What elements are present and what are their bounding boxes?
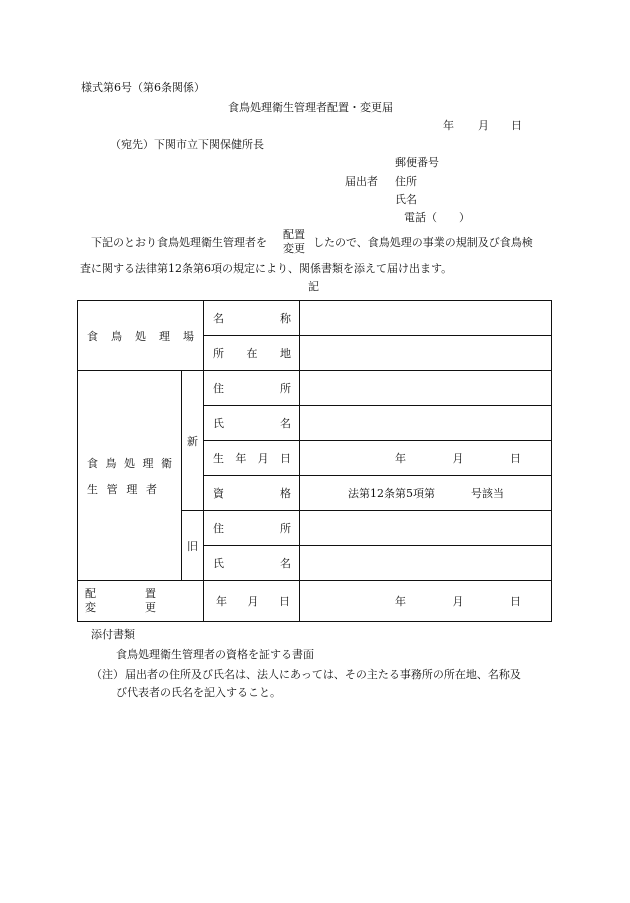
qualification-value: 法第12条第5項第 号該当	[348, 487, 504, 500]
old-address-label: 住 所	[213, 522, 291, 535]
address-label: 住所	[395, 175, 417, 188]
new-name-field[interactable]	[300, 406, 552, 441]
date-day: 日	[511, 119, 522, 132]
body-line2: 査に関する法律第12条第6項の規定により、関係書類を添えて届け出ます。	[80, 262, 453, 275]
old-name-label-cell	[204, 546, 300, 581]
change-date-label-cell	[204, 581, 300, 622]
new-label-cell	[182, 371, 204, 511]
birthdate-label-cell	[204, 441, 300, 476]
table-row	[78, 301, 552, 336]
old-label-cell	[182, 511, 204, 581]
old-label: 旧	[187, 539, 198, 553]
old-name-label: 氏 名	[213, 557, 291, 570]
form-table	[77, 300, 552, 622]
new-address-field[interactable]	[300, 371, 552, 406]
old-name-field[interactable]	[300, 546, 552, 581]
attachments-heading: 添付書類	[91, 628, 135, 641]
facility-location-label: 所 在 地	[213, 347, 291, 360]
birthdate-field[interactable]	[300, 441, 552, 476]
change-label: 配 置 変 更	[85, 587, 156, 614]
choice-bottom: 変更	[283, 242, 305, 255]
new-name-label-cell	[204, 406, 300, 441]
ki-label: 記	[308, 280, 319, 293]
facility-name-label: 名 称	[213, 312, 291, 325]
form-number: 様式第6号（第6条関係）	[81, 81, 205, 94]
new-address-label-cell	[204, 371, 300, 406]
birthdate-value: 年 月 日	[395, 452, 521, 465]
facility-location-field[interactable]	[300, 336, 552, 371]
body-line1-after: したので、食鳥処理の事業の規制及び食鳥検	[313, 236, 533, 249]
note-line2: び代表者の氏名を記入すること。	[116, 686, 281, 699]
old-address-field[interactable]	[300, 511, 552, 546]
phone-label: 電話（ ）	[404, 211, 470, 224]
note-line1: 届出者の住所及び氏名は、法人にあっては、その主たる事務所の所在地、名称及	[125, 668, 521, 681]
qualification-label: 資 格	[213, 487, 291, 500]
facility-label: 食 鳥 処 理 場	[87, 329, 194, 343]
facility-label-cell	[78, 301, 204, 371]
table-row	[78, 581, 552, 622]
change-label-cell	[78, 581, 204, 622]
change-date-value: 年 月 日	[395, 595, 521, 608]
name-label: 氏名	[395, 193, 417, 206]
choice-top: 配置	[283, 228, 305, 241]
postal-code-label: 郵便番号	[395, 156, 439, 169]
facility-location-label-cell	[204, 336, 300, 371]
page-title: 食鳥処理衛生管理者配置・変更届	[228, 101, 393, 114]
body-line1-before: 下記のとおり食鳥処理衛生管理者を	[91, 236, 267, 249]
new-label: 新	[187, 434, 198, 448]
addressee: （宛先）下関市立下関保健所長	[110, 138, 264, 151]
manager-label: 食 鳥 処 理 衛 生 管 理 者	[87, 456, 172, 496]
birthdate-label: 生 年 月 日	[213, 452, 291, 465]
table-row	[78, 371, 552, 406]
facility-name-field[interactable]	[300, 301, 552, 336]
new-address-label: 住 所	[213, 382, 291, 395]
choice-stack	[283, 228, 305, 256]
qualification-label-cell	[204, 476, 300, 511]
old-address-label-cell	[204, 511, 300, 546]
applicant-label: 届出者	[345, 175, 378, 188]
date-month: 月	[478, 119, 489, 132]
change-date-field[interactable]	[300, 581, 552, 622]
facility-name-label-cell	[204, 301, 300, 336]
date-year: 年	[443, 119, 454, 132]
attachments-item: 食鳥処理衛生管理者の資格を証する書面	[116, 648, 314, 661]
qualification-field[interactable]	[300, 476, 552, 511]
note-label: （注）	[91, 668, 124, 681]
new-name-label: 氏 名	[213, 417, 291, 430]
manager-label-cell	[78, 371, 182, 581]
change-date-label: 年 月 日	[216, 595, 290, 608]
